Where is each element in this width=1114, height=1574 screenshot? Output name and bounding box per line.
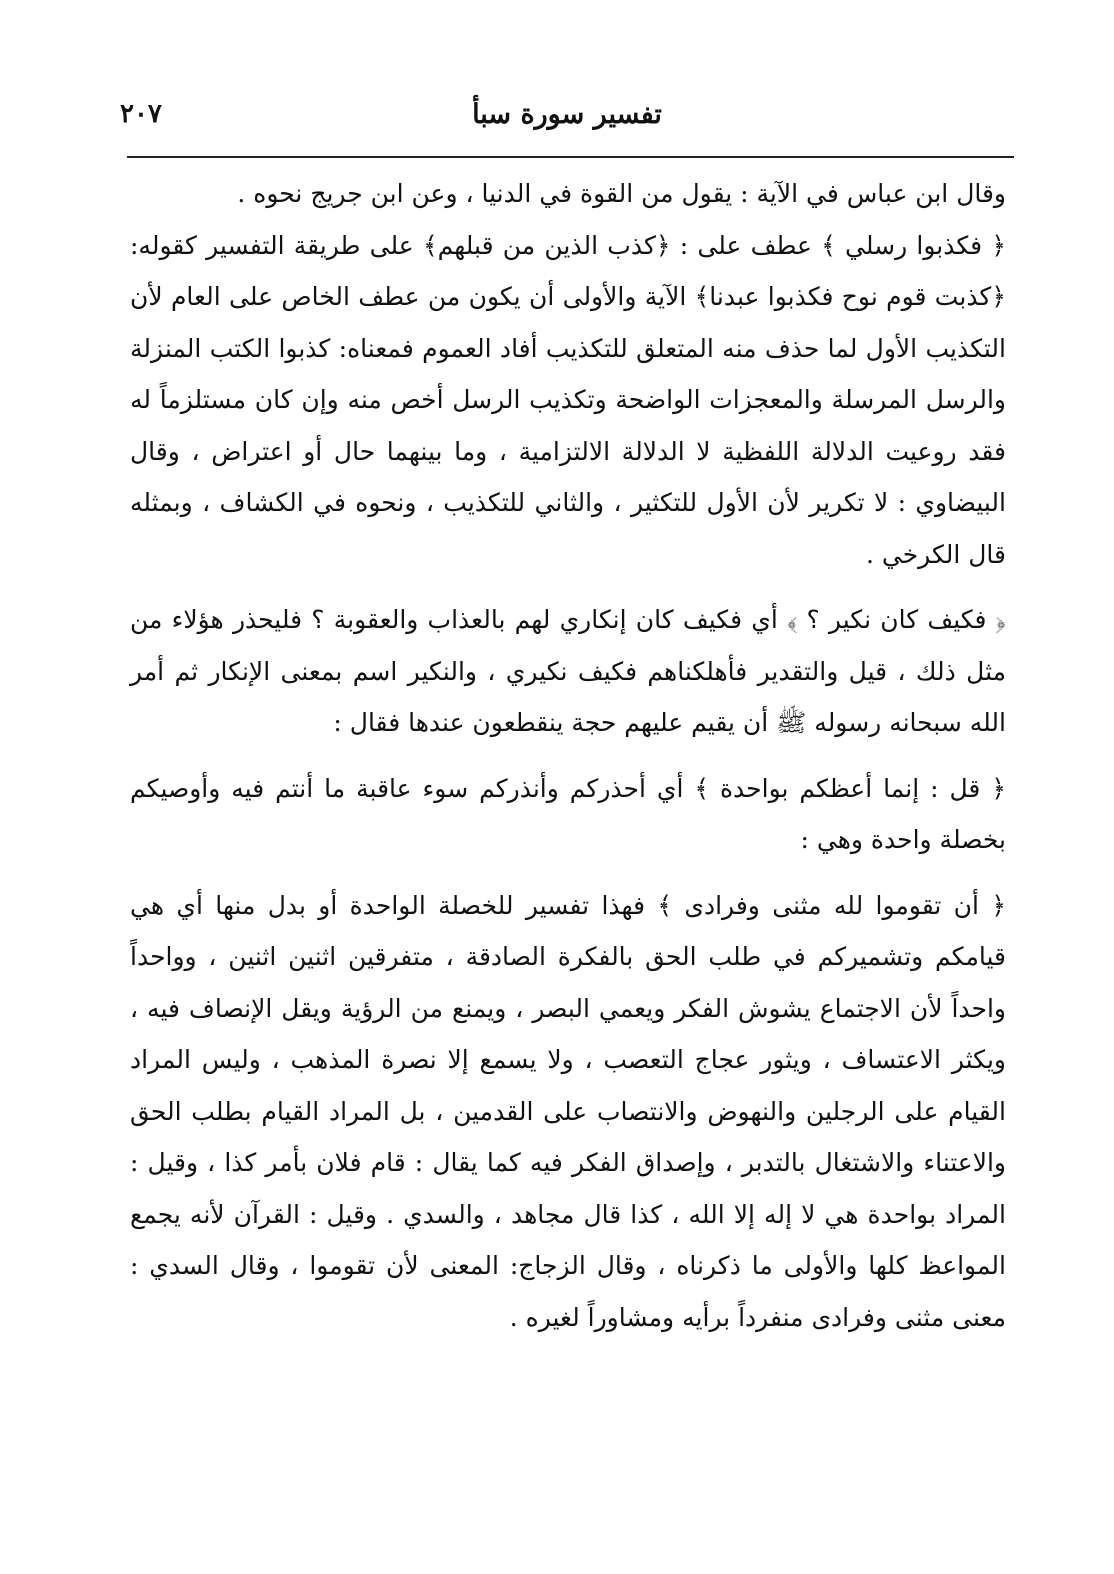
paragraph-1: وقال ابن عباس في الآية : يقول من القوة في الدنيا ، وعن ابن جريج نحوه . xyxy=(237,179,1006,208)
paragraph-gap xyxy=(130,580,1006,594)
paragraph-3: ﴿ فكيف كان نكير ؟ ﴾ أي فكيف كان إنكاري لهم بالعذاب والعقوبة ؟ فليحذر هؤلاء من مثل ذلك ، قيل والتقدير فأهلكناهم فكيف نكيري ، والنكير اسم بمعنى الإنكار ثم أمر الله سبحانه رسوله ﷺ أن يقيم عليهم حجة ينقطعون عندها فقال : xyxy=(130,605,1006,737)
body-text xyxy=(130,168,1006,1343)
paragraph-gap xyxy=(130,866,1006,880)
page-number: ٢٠٧ xyxy=(120,99,162,129)
paragraph-gap xyxy=(130,749,1006,763)
running-title: تفسير سورة سبأ xyxy=(472,99,662,130)
header-rule xyxy=(127,156,1014,158)
page-header xyxy=(120,95,1014,141)
paragraph-4: ﴿ قل : إنما أعظكم بواحدة ﴾ أي أحذركم وأنذركم سوء عاقبة ما أنتم فيه وأوصيكم بخصلة واحدة وهي : xyxy=(130,773,1006,854)
paragraph-5: ﴿ أن تقوموا لله مثنى وفرادى ﴾ فهذا تفسير للخصلة الواحدة أو بدل منها أي هي قيامكم وتشميركم في طلب الحق بالفكرة الصادقة ، متفرقين اثنين اثنين ، وواحداً واحداً لأن الاجتماع يشوش الفكر ويعمي البصر ، ويمنع من الرؤية ويقل الإنصاف فيه ، ويكثر الاعتساف ، ويثور عجاج التعصب ، ولا يسمع إلا نصرة المذهب ، وليس المراد القيام على الرجلين والنهوض والانتصاب على القدمين ، بل المراد القيام بطلب الحق والاعتناء والاشتغال بالتدبر ، وإصداق الفكر فيه كما يقال : قام فلان بأمر كذا ، وقيل : المراد بواحدة هي لا إله إلا الله ، كذا قال مجاهد ، والسدي . وقيل : القرآن لأنه يجمع المواعظ كلها والأولى ما ذكرناه ، وقال الزجاج: المعنى لأن تقوموا ، وقال السدي : معنى مثنى وفرادى منفرداً برأيه ومشاوراً لغيره . xyxy=(130,890,1006,1332)
paragraph-2: ﴿ فكذبوا رسلي ﴾ عطف على : ﴿كذب الذين من قبلهم﴾ على طريقة التفسير كقوله: ﴿كذبت قوم نوح فكذبوا عبدنا﴾ الآية والأولى أن يكون من عطف الخاص على العام لأن التكذيب الأول لما حذف منه المتعلق للتكذيب أفاد العموم فمعناه: كذبوا الكتب المنزلة والرسل المرسلة والمعجزات الواضحة وتكذيب الرسل أخص منه وإن كان مستلزماً له فقد روعيت الدلالة اللفظية لا الدلالة الالتزامية ، وما بينهما حال أو اعتراض ، وقال البيضاوي : لا تكرير لأن الأول للتكثير ، والثاني للتكذيب ، ونحوه في الكشاف ، وبمثله قال الكرخي . xyxy=(130,230,1006,569)
